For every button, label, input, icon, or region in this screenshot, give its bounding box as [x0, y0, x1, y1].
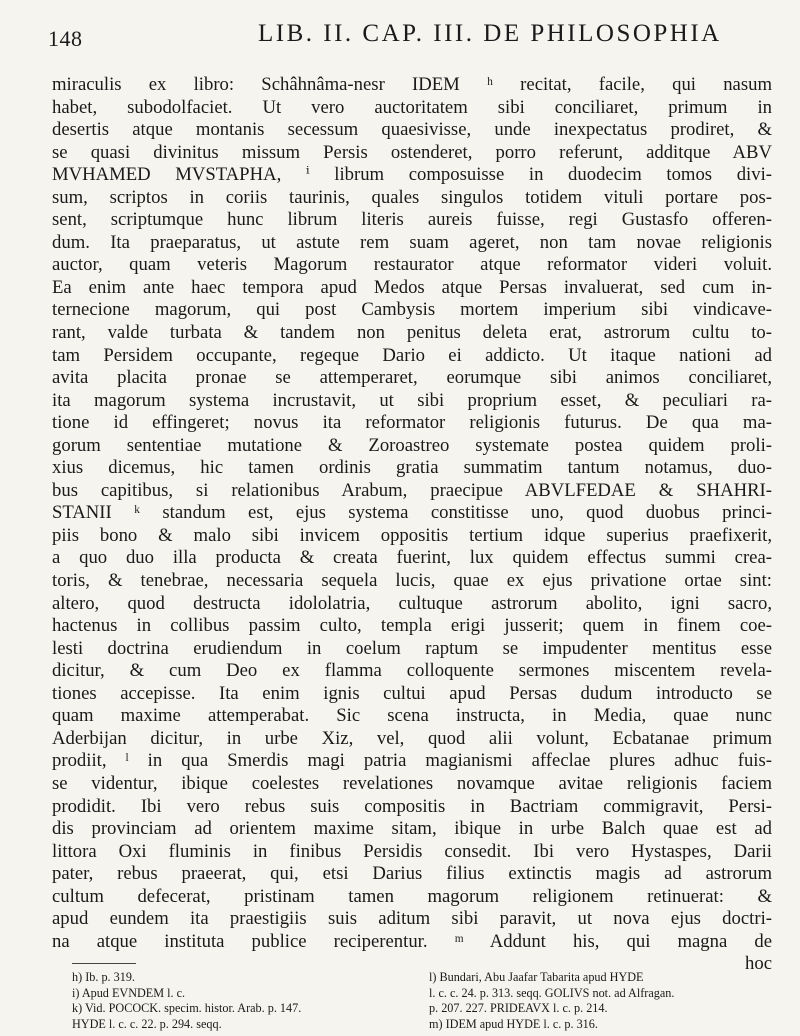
- text-line: dum. Ita praeparatus, ut astute rem suam ageret, non tam novae religionis: [52, 231, 772, 253]
- footnote-entry: h) Ib. p. 319.: [72, 970, 135, 984]
- text-line: prodidit. Ibi vero rebus suis compositis in Bactriam commigravit, Persi-: [52, 795, 772, 817]
- text-line: sum, scriptos in coriis taurinis, quales singulos totidem vituli portare pos-: [52, 186, 772, 208]
- main-text: [52, 74, 772, 976]
- text-line: miraculis ex libro: Schâhnâma-nesr IDEM ʰ recitat, facile, qui nasum: [52, 74, 772, 95]
- text-line: hoc: [745, 953, 772, 975]
- text-line: STANII ᵏ standum est, ejus systema constitisse uno, quod duobus princi-: [52, 502, 772, 524]
- footnote-row: [72, 1017, 772, 1033]
- text-line: avita placita pronae se attemperaret, eorumque sibi animos conciliaret,: [52, 367, 772, 389]
- footnote-entry: i) Apud EVNDEM l. c.: [72, 985, 186, 1000]
- text-line: apud eundem ita praestigiis suis aditum sibi paravit, ut nova ejus doctri-: [52, 908, 772, 930]
- text-line: dicitur, & cum Deo ex flamma colloquente sermones miscentem revela-: [52, 660, 772, 682]
- text-line: quam maxime attemperabat. Sic scena instructa, in Media, quae nunc: [52, 705, 772, 727]
- text-line: tiones accepisse. Ita enim ignis cultui apud Persas dudum introducto se: [52, 682, 772, 704]
- text-line: MVHAMED MVSTAPHA, ⁱ librum composuisse in duodecim tomos divi-: [52, 164, 772, 186]
- text-line: sent, scriptumque hunc librum literis aureis fuisse, regi Gustasfo offeren-: [52, 209, 772, 231]
- text-line: bus capitibus, si relationibus Arabum, praecipue ABVLFEDAE & SHAHRI-: [52, 479, 772, 501]
- text-line: Aderbijan dicitur, in urbe Xiz, vel, quod alii volunt, Ecbatanae primum: [52, 727, 772, 749]
- running-head: LIB. II. CAP. III. DE PHILOSOPHIA: [258, 20, 722, 47]
- text-line: Ea enim ante haec tempora apud Medos atque Persas invaluerat, sed cum in-: [52, 276, 772, 298]
- text-line: altero, quod destructa idololatria, cultuque astrorum abolito, igni sacro,: [52, 592, 772, 614]
- footnote-entry: l. c. c. 24. p. 313. seqq. GOLIVS not. ad Alfragan.: [429, 985, 675, 1000]
- footnote-row: [72, 986, 772, 1002]
- page-header: [48, 20, 772, 56]
- footnote-rule: [72, 963, 136, 964]
- text-line: dis provinciam ad orientem maxime sitam, ibique in urbe Balch quae est ad: [52, 818, 772, 840]
- footnote-entry: m) IDEM apud HYDE l. c. p. 316.: [429, 1016, 598, 1031]
- text-line: tam Persidem occupante, regeque Dario ei addicto. Ut itaque nationi ad: [52, 344, 772, 366]
- footnote-row: [72, 1001, 772, 1017]
- text-line: rant, valde turbata & tandem non penitus deleta erat, astrorum cultu to-: [52, 322, 772, 344]
- footnote-entry: k) Vid. POCOCK. specim. histor. Arab. p. 147.: [72, 1001, 302, 1016]
- footnote-entry: p. 207. 227. PRIDEAVX l. c. p. 214.: [429, 1001, 608, 1016]
- footnote-row: [72, 970, 772, 986]
- footnote-entry: HYDE l. c. c. 22. p. 294. seqq.: [72, 1016, 222, 1031]
- text-line: ternecione magorum, qui post Cambysis mortem imperium sibi vindicave-: [52, 299, 772, 321]
- text-line: gorum sententiae mutatione & Zoroastreo systemate postea quidem proli-: [52, 434, 772, 456]
- text-line: prodiit, ˡ in qua Smerdis magi patria magianismi affeclae plures adhuc fuis-: [52, 750, 772, 772]
- text-line: ita magorum systema incrustavit, ut sibi proprium esset, & peculiari ra-: [52, 389, 772, 411]
- text-line: na atque instituta publice reciperentur. ᵐ Addunt his, qui magna de: [52, 930, 772, 952]
- text-line: a quo duo illa producta & creata fuerint, lux quidem effectus summi crea-: [52, 547, 772, 569]
- text-line: hactenus in collibus passim culto, templa erigi jusserit; quem in finem coe-: [52, 615, 772, 637]
- text-line: littora Oxi fluminis in finibus Persidis consedit. Ibi vero Hystaspes, Darii: [52, 840, 772, 862]
- text-line: cultum defecerat, pristinam tamen magorum religionem retinuerat: &: [52, 885, 772, 907]
- text-line: toris, & tenebrae, necessaria sequela lucis, quae ex ejus privatione ortae sint:: [52, 570, 772, 592]
- text-line: lesti doctrina erudiendum in coelum raptum se impudenter mentitus esse: [52, 637, 772, 659]
- text-line: auctor, quam veteris Magorum restaurator atque reformator videri voluit.: [52, 254, 772, 276]
- text-line: se videntur, ibique coelestes revelationes novamque avitae religionis faciem: [52, 772, 772, 794]
- text-line: tione id effingeret; novus ita reformator religionis futurus. De qua ma-: [52, 412, 772, 434]
- text-line: pater, rebus praeerat, qui, etsi Darius filius extinctis magis ad astrorum: [52, 863, 772, 885]
- text-line: desertis atque montanis secessum quaesivisse, unde inexpectatus prodiret, &: [52, 119, 772, 141]
- footnote-entry: l) Bundari, Abu Jaafar Tabarita apud HYDE: [429, 970, 644, 984]
- footnotes: [72, 970, 772, 1032]
- text-line: habet, subodolfaciet. Ut vero auctoritatem sibi conciliaret, primum in: [52, 96, 772, 118]
- text-line: se quasi divinitus missum Persis ostenderet, porro referunt, additque ABV: [52, 141, 772, 163]
- page-number: 148: [48, 26, 83, 51]
- text-line: piis bono & malo sibi invicem oppositis tertium idque superius praefixerit,: [52, 524, 772, 546]
- text-line: xius dicemus, hic tamen ordinis gratia summatim tantum notamus, duo-: [52, 457, 772, 479]
